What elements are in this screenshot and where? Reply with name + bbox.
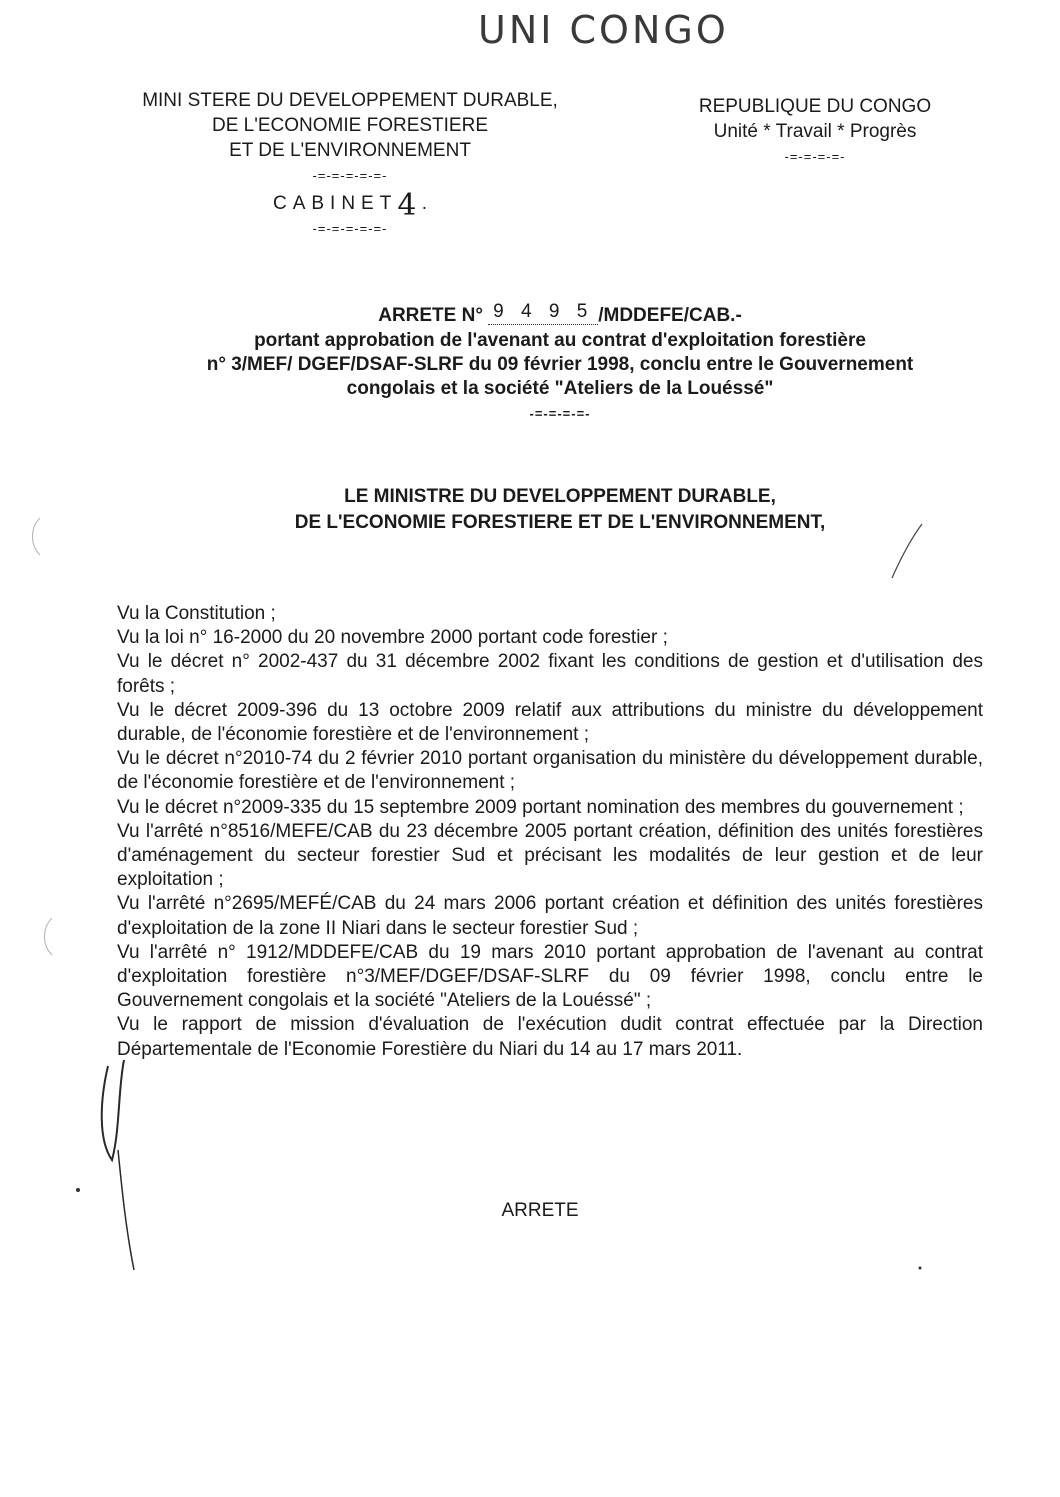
margin-slash-stroke [892, 524, 922, 578]
decree-title-line-3: congolais et la société "Ateliers de la Louéssé" [346, 378, 774, 399]
visa-item: Vu l'arrêté n°2695/MEFÉ/CAB du 24 mars 2006 portant création et définition des unités forestières d'exploitation de la zone II Niari dans le secteur forestier Sud ; [117, 893, 983, 939]
decree-suffix: /MDDEFE/CAB.- [598, 305, 742, 326]
visa-item: Vu l'arrêté n°8516/MEFE/CAB du 23 décembre 2005 portant création, définition des unités forestières d'aménagement du secteur forestier Sud et précisant les modalités de leur gestion et de leur exploitation ; [117, 820, 983, 891]
scan-dot [919, 1267, 922, 1270]
republic-country: REPUBLIQUE DU CONGO [698, 96, 932, 117]
visa-item: Vu le décret n°2009-335 du 15 septembre 2009 portant nomination des membres du gouvernement ; [117, 796, 964, 818]
ministry-line-3: ET DE L'ENVIRONNEMENT [229, 140, 471, 161]
decree-number-handwritten: 9 4 9 5 [488, 300, 598, 325]
republic-separator: -=-=-=-=- [784, 149, 846, 164]
visa-item: Vu le décret 2009-396 du 13 octobre 2009 relatif aux attributions du ministre du développement durable, de l'économie forestière et de l'environnement ; [117, 699, 983, 746]
cabinet-label-wrap: CABINET4 . [272, 188, 427, 223]
ministry-separator: -=-=-=-=-=- [312, 168, 388, 183]
decree-title-line-2: n° 3/MEF/ DGEF/DSAF-SLRF du 09 février 1998, conclu entre le Gouvernement [206, 354, 914, 375]
visa-item: Vu le décret n°2010-74 du 2 février 2010 portant organisation du ministère du développement durable, de l'économie forestière et de l'environnement ; [117, 748, 983, 794]
minister-heading-line-1: LE MINISTRE DU DEVELOPPEMENT DURABLE, [344, 486, 776, 507]
visa-item: Vu l'arrêté n° 1912/MDDEFE/CAB du 19 mars 2010 portant approbation de l'avenant au contrat d'exploitation forestière n°3/MEF/DGEF/DSAF-SLRF du 09 février 1998, conclu entre le Gouvernement congolais et la société "Ateliers de la Louéssé" ; [117, 941, 983, 1012]
visa-item: Vu la Constitution ; [117, 603, 276, 624]
margin-long-stroke [118, 1150, 134, 1270]
visa-item: Vu le rapport de mission d'évaluation de l'exécution dudit contrat effectuée par la Direction Départementale de l'Economie Forestière du Niari du 14 au 17 mars 2011. [117, 1014, 983, 1060]
margin-initial-stroke [102, 1060, 124, 1160]
minister-heading-line-2: DE L'ECONOMIE FORESTIERE ET DE L'ENVIRONNEMENT, [294, 512, 826, 533]
ministry-line-2: DE L'ECONOMIE FORESTIERE [211, 115, 488, 136]
decree-title-line-1: portant approbation de l'avenant au contrat d'exploitation forestière [254, 330, 866, 351]
handwritten-note: UNI CONGO [478, 8, 729, 52]
final-arrete-heading: ARRETE [501, 1200, 579, 1221]
cabinet-separator: -=-=-=-=-=- [312, 221, 388, 236]
scan-dot [76, 1188, 80, 1192]
decree-prefix: ARRETE N° [378, 305, 483, 326]
cabinet-label: CABINET [272, 193, 398, 214]
punch-hole-mark [45, 918, 53, 955]
visa-item: Vu la loi n° 16-2000 du 20 novembre 2000 portant code forestier ; [117, 627, 668, 649]
republic-motto: Unité * Travail * Progrès [713, 121, 917, 142]
cabinet-handwritten-mark: 4 [397, 188, 417, 223]
decree-title-separator: -=-=-=-=- [529, 406, 591, 421]
punch-hole-mark [33, 518, 41, 555]
visa-item: Vu le décret n° 2002-437 du 31 décembre 2002 fixant les conditions de gestion et d'utilisation des forêts ; [117, 651, 983, 697]
ministry-line-1: MINI STERE DU DEVELOPPEMENT DURABLE, [142, 90, 558, 111]
